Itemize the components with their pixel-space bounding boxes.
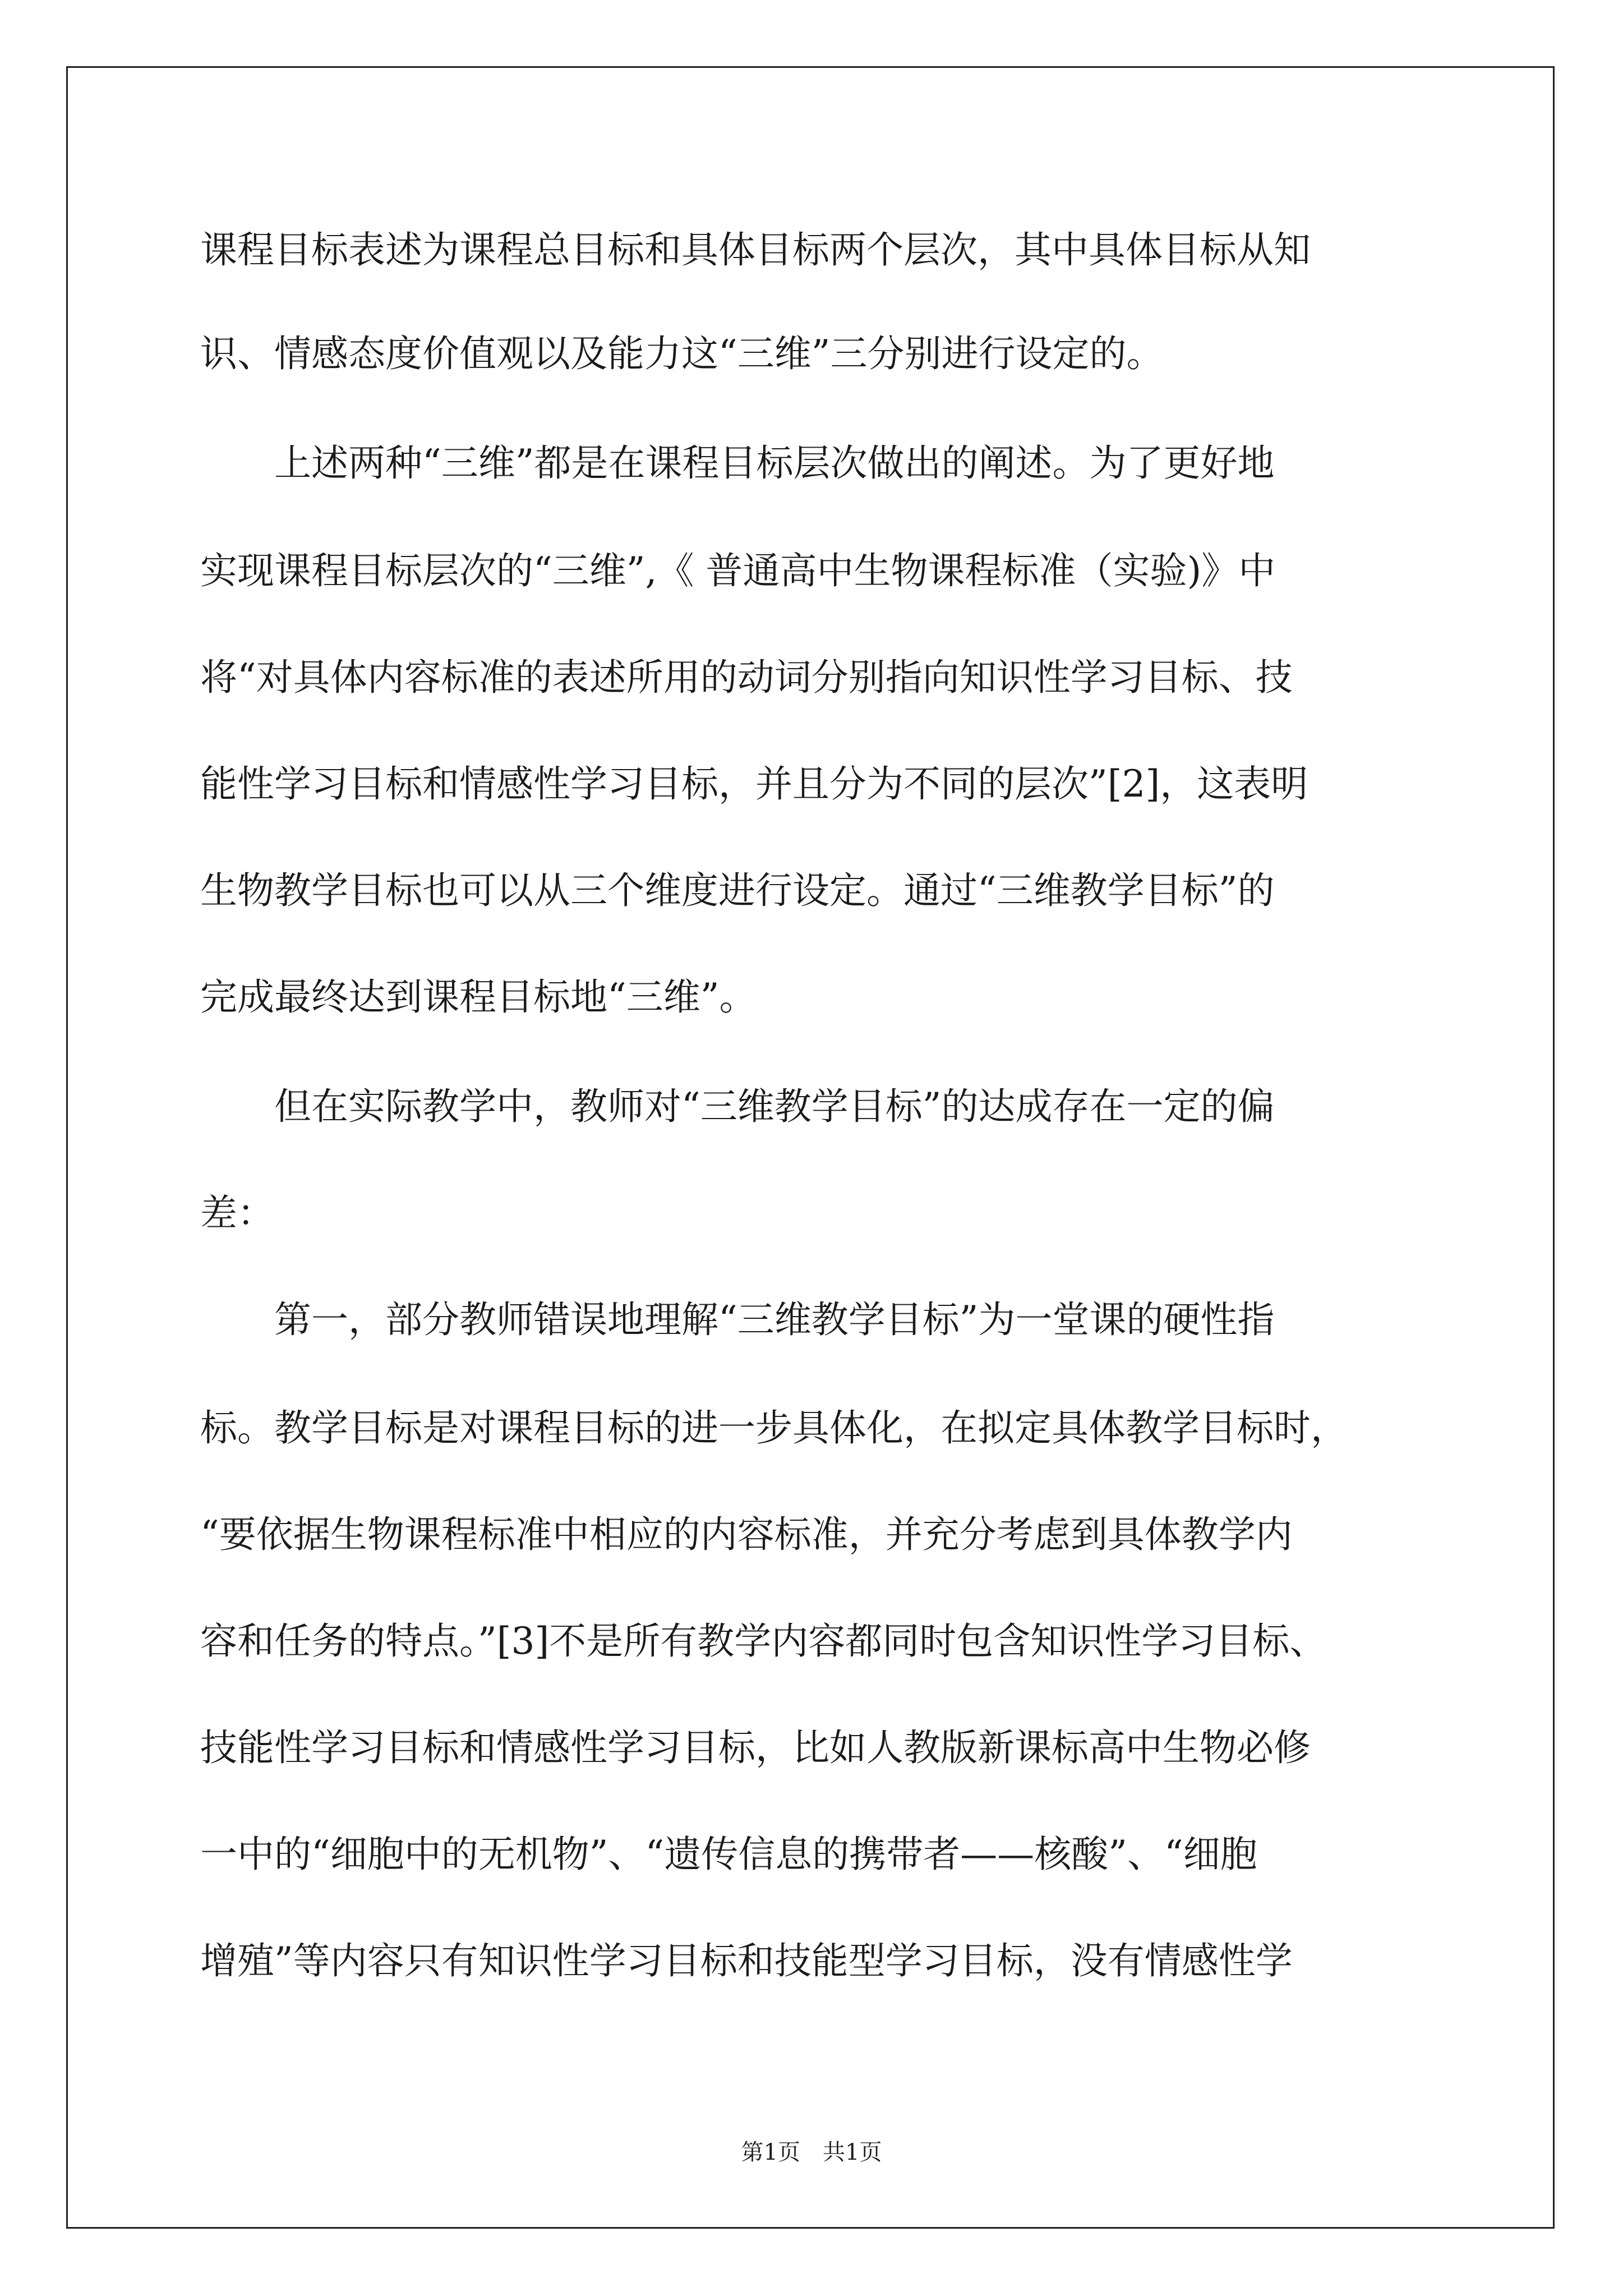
text-line-11: 第一，部分教师错误地理解“三维教学目标”为一堂课的硬性指 bbox=[200, 1298, 1275, 1341]
text-line-7: 生物教学目标也可以从三个维度进行设定。通过“三维教学目标”的 bbox=[200, 869, 1275, 912]
text-line-5: 将“对具体内容标准的表述所用的动词分别指向知识性学习目标、技 bbox=[200, 656, 1293, 699]
text-line-3: 上述两种“三维”都是在课程目标层次做出的阐述。为了更好地 bbox=[200, 441, 1275, 485]
text-line-17: 增殖”等内容只有知识性学习目标和技能型学习目标，没有情感性学 bbox=[200, 1939, 1293, 1982]
page-border bbox=[66, 66, 1555, 2229]
text-line-13: “要依据生物课程标准中相应的内容标准，并充分考虑到具体教学内 bbox=[200, 1513, 1293, 1556]
text-line-15: 技能性学习目标和情感性学习目标，比如人教版新课标高中生物必修 bbox=[200, 1726, 1311, 1769]
text-line-14: 容和任务的特点。”[3]不是所有教学内容都同时包含知识性学习目标、 bbox=[200, 1619, 1327, 1663]
page-footer: 第1页 共1页 bbox=[741, 2139, 882, 2165]
text-line-1: 课程目标表述为课程总目标和具体目标两个层次，其中具体目标从知 bbox=[200, 228, 1311, 272]
text-line-9: 但在实际教学中，教师对“三维教学目标”的达成存在一定的偏 bbox=[200, 1085, 1275, 1128]
text-line-8: 完成最终达到课程目标地“三维”。 bbox=[200, 976, 757, 1019]
text-line-4: 实现课程目标层次的“三维”,《 普通高中生物课程标准（实验)》中 bbox=[200, 549, 1276, 592]
text-line-16: 一中的“细胞中的无机物”、“遗传信息的携带者——核酸”、“细胞 bbox=[200, 1833, 1257, 1876]
text-line-10: 差： bbox=[200, 1191, 274, 1235]
text-line-6: 能性学习目标和情感性学习目标，并且分为不同的层次”[2]，这表明 bbox=[200, 762, 1308, 806]
text-line-12: 标。教学目标是对课程目标的进一步具体化，在拟定具体教学目标时， bbox=[200, 1406, 1348, 1450]
text-line-2: 识、情感态度价值观以及能力这“三维”三分别进行设定的。 bbox=[200, 332, 1164, 375]
